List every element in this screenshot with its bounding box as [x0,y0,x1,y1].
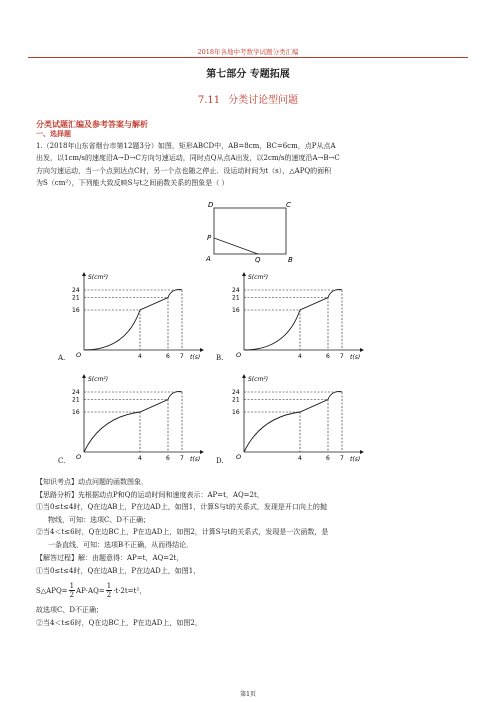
x-axis-arrow [200,348,204,352]
solution-heading: 【解答过程】解：由题意得：AP=t，AQ=2t， [36,554,184,562]
section-number: 7.11 [197,95,221,106]
case-1-line-b: 物线，可知：选项C、D不正确； [48,516,150,524]
solution-case-1-end: 故选项C、D不正确； [36,606,103,614]
label-c: C [286,201,291,209]
x-axis-label: t(s) [190,354,201,361]
x-axis-arrow [360,450,364,454]
y-tick-label: 16 [72,409,80,416]
x-axis-label: t(s) [350,456,361,463]
y-tick-label: 21 [232,396,240,404]
y-axis-label: S(cm²) [88,376,109,383]
section-title [0,91,496,106]
y-tick-label: 24 [72,389,80,396]
x-tick-label: 4 [298,353,302,360]
series-line [84,289,182,350]
x-tick-label: 7 [180,455,184,462]
y-tick-label: 24 [232,287,240,294]
x-tick-label: 6 [326,353,330,360]
fraction-numerator: 1 [69,582,75,590]
rectangle-abcd [214,208,286,254]
y-tick-label: 21 [72,294,80,302]
y-tick-label: 21 [232,294,240,302]
x-tick-label: 4 [138,353,142,360]
origin-label: O [76,351,82,359]
y-axis-label: S(cm²) [248,274,269,281]
y-axis-label: S(cm²) [248,376,269,383]
x-tick-label: 4 [138,455,142,462]
case-2-line-b: 一条直线，可知：选项B不正确，从而得结论． [48,541,194,549]
case-2-line-a: ②当4＜t≤6时，Q在边BC上，P在边AD上，如图2，计算S与t的关系式，发现是一次函数，是 [36,528,329,536]
fraction-one-half-2 [106,582,112,599]
origin-label: O [76,453,82,461]
x-axis-arrow [200,450,204,454]
label-a: A [206,255,211,263]
y-axis-arrow [242,374,246,378]
solution-case-2: ②当4＜t≤6时，Q在边BC上，P在边AD上，如图2， [36,619,202,627]
option-b-label[interactable]: B. [216,354,224,362]
y-axis-arrow [242,272,246,276]
x-tick-label: 7 [340,353,344,360]
label-p: P [207,234,212,242]
x-tick-label: 6 [166,353,170,360]
header-rule [28,57,468,58]
main-heading: 分类试题汇编及参考答案与解析 [36,119,148,129]
series-line [244,289,342,350]
page-number: 第1页 [240,691,256,698]
fraction-denominator: 2 [69,591,75,599]
y-axis-arrow [82,374,86,378]
series-line [84,391,182,452]
origin-label: O [236,351,242,359]
x-tick-label: 7 [180,353,184,360]
label-q: Q [255,256,261,264]
x-tick-label: 4 [298,455,302,462]
formula-end: ·t·2t=t²， [113,586,147,595]
solution-case-1: ①当0≤t≤4时，Q在边AB上，P在边AD上，如图1， [36,567,201,575]
y-axis-label: S(cm²) [88,274,109,281]
thinking-analysis: 【思路分析】先根据动点P和Q的运动时间和速度表示：AP=t，AQ=2t， [36,491,264,499]
option-a-label[interactable]: A. [58,354,66,362]
fraction-one-half [69,582,75,599]
graph-option-a [62,270,212,362]
x-axis-label: t(s) [350,354,361,361]
area-formula [36,582,146,599]
option-c-label[interactable]: C. [58,457,66,465]
graph-option-b [222,270,372,362]
question-line-4: 为S（cm²），下列能大致反映S与t之间函数关系的图象是（ ） [36,179,229,187]
series-line [244,391,342,452]
y-tick-label: 24 [232,389,240,396]
question-line-1: 1.（2018年山东省烟台市第12题3分）如图，矩形ABCD中，AB=8cm，BC=6cm，点P从点A [36,142,336,150]
graph-option-d [222,372,372,464]
origin-label: O [236,453,242,461]
y-tick-label: 24 [72,287,80,294]
part-title: 第七部分 专题拓展 [206,69,290,80]
label-d: D [208,201,214,209]
fraction-numerator-2: 1 [106,582,112,590]
formula-mid: AP·AQ= [76,586,105,595]
y-tick-label: 21 [72,396,80,404]
y-tick-label: 16 [232,307,240,314]
y-axis-arrow [82,272,86,276]
x-axis-label: t(s) [190,456,201,463]
rectangle-figure [200,198,300,264]
x-tick-label: 6 [166,455,170,462]
question-line-3: 方向匀速运动，当一个点到达点C时，另一个点也随之停止．设运动时间为t（s），△APQ的面积 [36,167,332,175]
x-tick-label: 7 [340,455,344,462]
question-line-2: 出发，以1cm/s的速度沿A→D→C方向匀速运动，同时点Q从点A出发，以2cm/s的速度沿A→B→C [36,154,340,162]
segment-pq [214,238,258,254]
case-1-line-a: ①当0≤t≤4时，Q在边AB上，P在边AD上，如图1，计算S与t的关系式，发现是开口向上的抛 [36,503,327,511]
option-d-label[interactable]: D. [216,457,224,465]
running-header: 2018年各地中考数学试题分类汇编 [197,48,299,56]
sub-heading: 一、选择题 [36,129,71,138]
fraction-denominator-2: 2 [106,591,112,599]
y-tick-label: 16 [72,307,80,314]
y-tick-label: 16 [232,409,240,416]
knowledge-point: 【知识考点】动点问题的函数图象． [36,478,148,486]
graph-option-c [62,372,212,464]
x-tick-label: 6 [326,455,330,462]
formula-prefix: S△APQ= [36,586,68,595]
section-name: 分类讨论型问题 [228,95,299,106]
label-b: B [288,256,293,264]
x-axis-arrow [360,348,364,352]
